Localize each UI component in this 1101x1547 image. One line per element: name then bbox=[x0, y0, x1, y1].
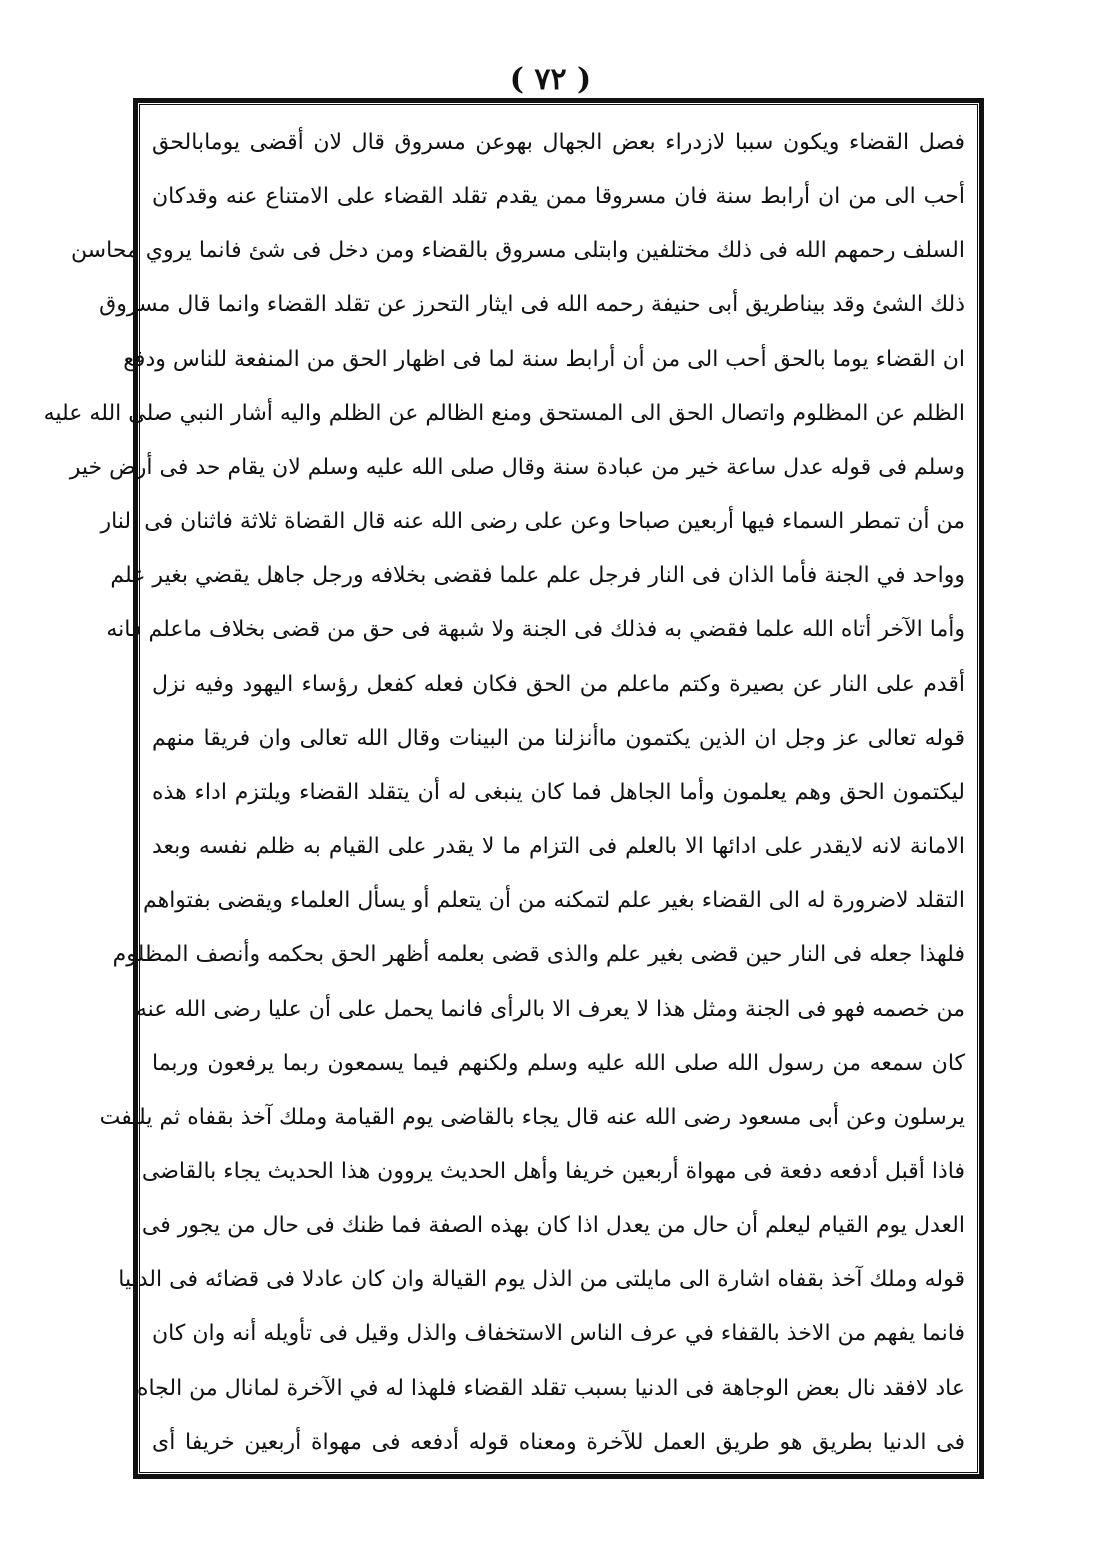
text-line: ليكتمون الحق وهم يعلمون وأما الجاهل فما كان ينبغى له أن يتقلد القضاء ويلتزم اداء هذه bbox=[152, 779, 965, 805]
text-line: ان القضاء يوما بالحق أحب الى من أن أرابط سنة لما فى اظهار الحق من المنفعة للناس ودفع bbox=[123, 346, 965, 372]
page-number: ( ٧٢ ) bbox=[509, 62, 592, 97]
text-line: العدل يوم القيام ليعلم أن حال من يعدل اذا كان بهذه الصفة فما ظنك فى حال من يجور فى bbox=[141, 1213, 965, 1239]
text-line: أحب الى من ان أرابط سنة فان مسروقا ممن يقدم تقلد القضاء على الامتناع عنه وقدكان bbox=[152, 184, 965, 210]
text-line: فى الدنيا بطريق هو طريق العمل للآخرة ومعناه قوله أدفعه فى مهواة أربعين خريفا أى bbox=[152, 1429, 965, 1455]
text-line: فاذا أقبل أدفعه دفعة فى مهواة أربعين خريفا وأهل الحديث يروون هذا الحديث يجاء بالقاضى bbox=[141, 1158, 965, 1184]
text-line: من خصمه فهو فى الجنة ومثل هذا لا يعرف الا بالرأى فانما يحمل على أن عليا رضى الله عنه bbox=[135, 996, 965, 1022]
text-line: وأما الآخر أتاه الله علما فقضي به فذلك فى الجنة ولا شبهة فى حق من قضى بخلاف ماعلم فانه bbox=[106, 617, 965, 643]
text-line: أقدم على النار عن بصيرة وكتم ماعلم من الحق فكان فعله كفعل رؤساء اليهود وفيه نزل bbox=[152, 671, 965, 697]
text-line: فصل القضاء ويكون سببا لازدراء بعض الجهال بهوعن مسروق قال لان أقضى يومابالحق bbox=[152, 130, 965, 155]
text-line: من أن تمطر السماء فيها أربعين صباحا وعن على رضى الله عنه قال القضاة ثلاثة فاثنان فى النار bbox=[100, 509, 965, 535]
text-line: وواحد في الجنة فأما الذان فى النار فرجل علم علما فقضى بخلافه ورجل جاهل يقضي بغير علم bbox=[110, 563, 965, 589]
text-line: يرسلون وعن أبى مسعود رضى الله عنه قال يجاء بالقاضى يوم القيامة وملك آخذ بقفاه ثم يلتفت bbox=[99, 1104, 965, 1130]
text-body bbox=[43, 118, 971, 1466]
text-line: الظلم عن المظلوم واتصال الحق الى المستحق ومنع الظالم عن الظلم واليه أشار النبي صلى الله عليه bbox=[43, 400, 965, 426]
text-line: ذلك الشئ وقد بيناطريق أبى حنيفة رحمه الله فى ايثار التحرز عن تقلد القضاء وانما قال مسروق bbox=[99, 292, 965, 318]
text-line: فانما يفهم من الاخذ بالقفاء في عرف الناس الاستخفاف والذل وقيل فى تأويله أنه وان كان bbox=[152, 1321, 965, 1347]
text-line: عاد لافقد نال بعض الوجاهة فى الدنيا بسبب تقلد القضاء فلهذا له في الآخرة لمانال من الجاه bbox=[136, 1375, 965, 1401]
text-line: السلف رحمهم الله فى ذلك مختلفين وابتلى مسروق بالقضاء ومن دخل فى شئ فانما يروي محاسن bbox=[70, 238, 965, 264]
text-line: التقلد لاضرورة له الى القضاء بغير علم لتمكنه من أن يتعلم أو يسأل العلماء ويقضى بفتواهم bbox=[142, 888, 965, 914]
text-line: كان سمعه من رسول الله صلى الله عليه وسلم ولكنهم فيما يسمعون ربما يرفعون وربما bbox=[152, 1050, 965, 1076]
text-line: وسلم فى قوله عدل ساعة خير من عبادة سنة وقال صلى الله عليه وسلم لان يقام حد فى أرض خير bbox=[69, 454, 965, 480]
text-line: قوله وملك آخذ بقفاه اشارة الى مايلتى من الذل يوم القيالة وان كان عادلا فى قضائه فى الدنيا bbox=[118, 1267, 965, 1293]
text-line: الامانة لانه لايقدر على ادائها الا بالعلم فى التزام ما لا يقدر على القيام به ظلم نفسه وبعد bbox=[152, 834, 965, 860]
text-line: فلهذا جعله فى النار حين قضى بغير علم والذى قضى بعلمه أظهر الحق بحكمه وأنصف المظلوم bbox=[112, 942, 965, 968]
text-line: قوله تعالى عز وجل ان الذين يكتمون ماأنزلنا من البينات وقال الله تعالى وان فريقا منهم bbox=[152, 725, 965, 751]
